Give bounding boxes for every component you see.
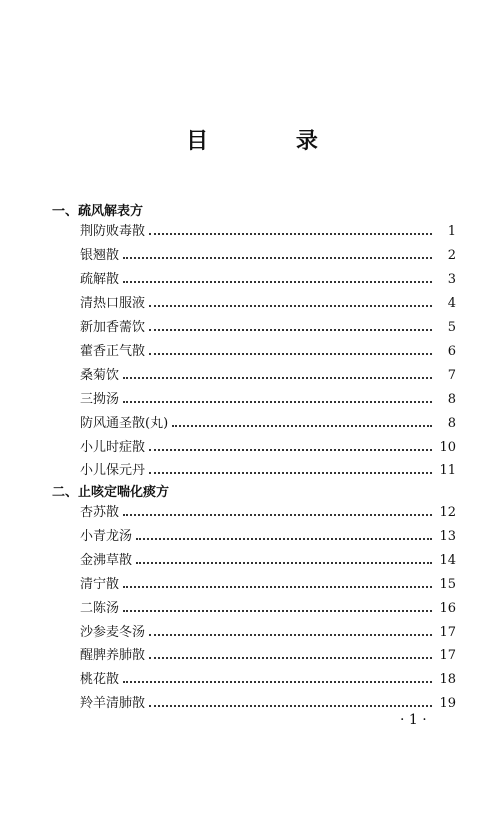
dot-leader — [123, 680, 432, 683]
toc-entry-label: 桃花散 — [80, 672, 120, 687]
toc-entry-label: 小儿保元丹 — [80, 463, 146, 478]
dot-leader — [123, 609, 432, 612]
dot-leader — [123, 376, 432, 379]
dot-leader — [149, 448, 432, 451]
toc-entry[interactable] — [80, 691, 456, 711]
toc-entry[interactable] — [80, 667, 456, 687]
section-heading: 一、疏风解表方 — [52, 204, 144, 219]
toc-entry-page: 7 — [447, 368, 456, 383]
toc-entry-page: 13 — [439, 529, 456, 544]
toc-entry[interactable] — [80, 643, 456, 663]
toc-entry-label: 藿香正气散 — [80, 344, 146, 359]
toc-entry-page: 8 — [447, 392, 456, 407]
toc-entry[interactable] — [80, 458, 456, 478]
toc-entry-page: 12 — [439, 505, 456, 520]
toc-entry-page: 1 — [447, 224, 456, 239]
toc-entry-label: 清宁散 — [80, 577, 120, 592]
dot-leader — [136, 537, 432, 540]
toc-entry-label: 杏苏散 — [80, 505, 120, 520]
toc-entry[interactable] — [80, 524, 456, 544]
toc-entry[interactable] — [80, 243, 456, 263]
toc-entry-label: 疏解散 — [80, 272, 120, 287]
toc-entry-label: 沙参麦冬汤 — [80, 625, 146, 640]
toc-entry[interactable] — [80, 596, 456, 616]
toc-entry[interactable] — [80, 548, 456, 568]
toc-entry-label: 银翘散 — [80, 248, 120, 263]
toc-entry-page: 4 — [447, 296, 456, 311]
toc-entry-page: 17 — [439, 648, 456, 663]
toc-entry-label: 荆防败毒散 — [80, 224, 146, 239]
toc-entry-page: 11 — [439, 463, 456, 478]
toc-entry[interactable] — [80, 411, 456, 431]
section-heading: 二、止咳定喘化痰方 — [52, 485, 170, 500]
dot-leader — [149, 304, 432, 307]
dot-leader — [123, 513, 432, 516]
toc-entry[interactable] — [80, 315, 456, 335]
toc-entry-label: 醒脾养肺散 — [80, 648, 146, 663]
toc-entry-label: 二陈汤 — [80, 601, 120, 616]
toc-entry-label: 桑菊饮 — [80, 368, 120, 383]
toc-entry-page: 5 — [447, 320, 456, 335]
dot-leader — [123, 585, 432, 588]
toc-entry-label: 新加香薷饮 — [80, 320, 146, 335]
toc-entry-label: 小青龙汤 — [80, 529, 133, 544]
toc-entry-label: 清热口服液 — [80, 296, 146, 311]
dot-leader — [123, 256, 432, 259]
dot-leader — [149, 471, 432, 474]
toc-entry[interactable] — [80, 267, 456, 287]
toc-entry-page: 8 — [447, 416, 456, 431]
toc-entry-label: 羚羊清肺散 — [80, 696, 146, 711]
toc-entry[interactable] — [80, 572, 456, 592]
toc-entry-page: 10 — [439, 440, 456, 455]
toc-entry[interactable] — [80, 435, 456, 455]
dot-leader — [149, 656, 432, 659]
dot-leader — [123, 400, 432, 403]
toc-entry-page: 15 — [439, 577, 456, 592]
toc-entry[interactable] — [80, 339, 456, 359]
toc-entry-page: 14 — [439, 553, 456, 568]
dot-leader — [149, 352, 432, 355]
toc-entry-page: 18 — [439, 672, 456, 687]
toc-entry-label: 防风通圣散(丸) — [80, 416, 169, 431]
toc-entry-label: 金沸草散 — [80, 553, 133, 568]
dot-leader — [149, 704, 432, 707]
toc-entry[interactable] — [80, 291, 456, 311]
toc-entry-page: 17 — [439, 625, 456, 640]
dot-leader — [123, 280, 432, 283]
dot-leader — [149, 633, 432, 636]
page-title: 目 录 — [186, 129, 358, 154]
toc-entry-label: 三拗汤 — [80, 392, 120, 407]
dot-leader — [136, 561, 432, 564]
toc-entry-page: 2 — [447, 248, 456, 263]
dot-leader — [149, 232, 432, 235]
toc-entry[interactable] — [80, 363, 456, 383]
toc-entry-page: 6 — [447, 344, 456, 359]
toc-entry[interactable] — [80, 219, 456, 239]
toc-entry[interactable] — [80, 500, 456, 520]
toc-entry-page: 19 — [439, 696, 456, 711]
toc-entry-page: 16 — [439, 601, 456, 616]
page-number: · 1 · — [400, 712, 427, 728]
toc-entry-page: 3 — [447, 272, 456, 287]
toc-entry[interactable] — [80, 620, 456, 640]
dot-leader — [172, 424, 432, 427]
dot-leader — [149, 328, 432, 331]
toc-entry[interactable] — [80, 387, 456, 407]
toc-entry-label: 小儿时症散 — [80, 440, 146, 455]
